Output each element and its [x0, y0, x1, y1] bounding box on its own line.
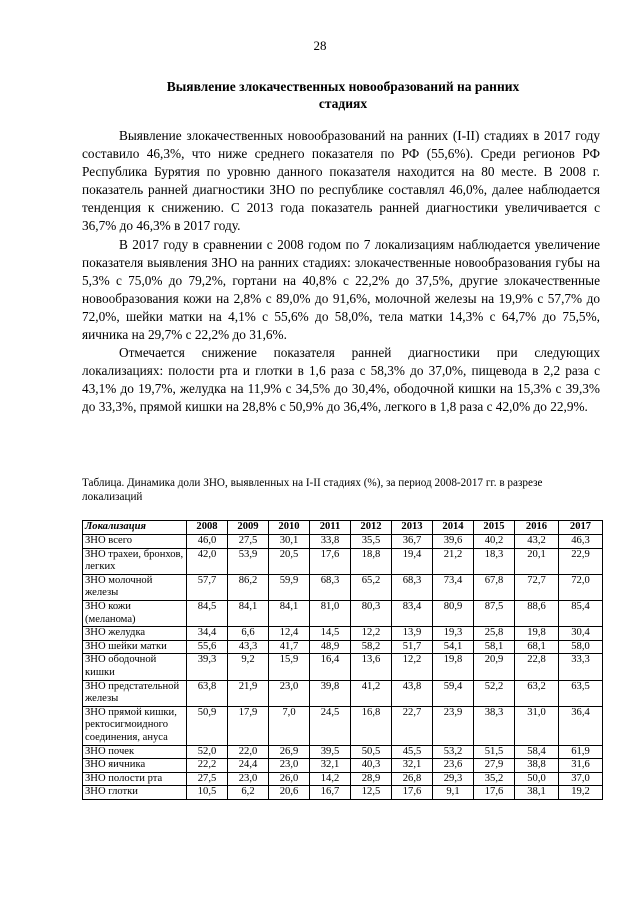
row-location-name: ЗНО трахеи, бронхов, легких [83, 548, 187, 574]
column-header-year: 2009 [228, 521, 269, 535]
table-cell-value: 21,9 [228, 680, 269, 706]
table-cell-value: 41,2 [351, 680, 392, 706]
table-cell-value: 27,5 [187, 772, 228, 786]
table-cell-value: 24,4 [228, 759, 269, 773]
table-cell-value: 15,9 [269, 654, 310, 680]
table-cell-value: 87,5 [474, 600, 515, 626]
table-cell-value: 84,1 [269, 600, 310, 626]
table-cell-value: 39,6 [433, 535, 474, 549]
table-cell-value: 38,1 [515, 786, 559, 800]
table-row [83, 745, 603, 759]
table-cell-value: 43,3 [228, 640, 269, 654]
column-header-year: 2017 [559, 521, 603, 535]
table-cell-value: 50,0 [515, 772, 559, 786]
table-cell-value: 27,5 [228, 535, 269, 549]
table-cell-value: 23,0 [269, 759, 310, 773]
table-cell-value: 30,4 [559, 627, 603, 641]
table-cell-value: 43,8 [392, 680, 433, 706]
table-cell-value: 65,2 [351, 574, 392, 600]
table-cell-value: 46,3 [559, 535, 603, 549]
table-cell-value: 17,6 [392, 786, 433, 800]
table-cell-value: 20,9 [474, 654, 515, 680]
table-cell-value: 12,5 [351, 786, 392, 800]
column-header-location: Локализация [83, 521, 187, 535]
table-cell-value: 54,1 [433, 640, 474, 654]
table-row [83, 600, 603, 626]
table-cell-value: 19,8 [515, 627, 559, 641]
section-heading-line-2: стадиях [318, 96, 368, 111]
table-cell-value: 23,0 [228, 772, 269, 786]
column-header-year: 2012 [351, 521, 392, 535]
table-cell-value: 53,9 [228, 548, 269, 574]
table-cell-value: 31,6 [559, 759, 603, 773]
table-cell-value: 19,2 [559, 786, 603, 800]
table-cell-value: 39,3 [187, 654, 228, 680]
table-cell-value: 45,5 [392, 745, 433, 759]
table-cell-value: 12,2 [392, 654, 433, 680]
row-location-name: ЗНО почек [83, 745, 187, 759]
row-location-name: ЗНО предстательной железы [83, 680, 187, 706]
table-cell-value: 26,9 [269, 745, 310, 759]
table-cell-value: 58,2 [351, 640, 392, 654]
row-location-name: ЗНО кожи (меланома) [83, 600, 187, 626]
table-cell-value: 51,5 [474, 745, 515, 759]
table-cell-value: 28,9 [351, 772, 392, 786]
table-cell-value: 58,4 [515, 745, 559, 759]
row-location-name: ЗНО всего [83, 535, 187, 549]
table-row [83, 654, 603, 680]
table-cell-value: 40,2 [474, 535, 515, 549]
row-location-name: ЗНО ободочной кишки [83, 654, 187, 680]
table-cell-value: 50,5 [351, 745, 392, 759]
row-location-name: ЗНО яичника [83, 759, 187, 773]
table-cell-value: 59,9 [269, 574, 310, 600]
table-cell-value: 20,6 [269, 786, 310, 800]
table-cell-value: 68,1 [515, 640, 559, 654]
table-cell-value: 58,1 [474, 640, 515, 654]
table-cell-value: 13,6 [351, 654, 392, 680]
table-cell-value: 34,4 [187, 627, 228, 641]
table-cell-value: 52,2 [474, 680, 515, 706]
paragraph-2: В 2017 году в сравнении с 2008 годом по 7 локализациям наблюдается увеличение показателя выявления ЗНО на ранних стадиях: злокачественные новообразования губы на 5,3% с 75,0% до 79,2%, гортани на 40,8% с 22,2% до 37,5%, другие злокачественные новообразования кожи на 2,8% с 89,0% до 91,6%, молочной железы на 19,9% с 57,7% до 72,0%, шейки матки на 4,1% с 55,6% до 58,0%, тела матки 14,3% с 64,7% до 75,5%, яичника на 29,7% с 22,2% до 31,6%. [82, 236, 600, 343]
table-caption: Таблица. Динамика доли ЗНО, выявленных на I-II стадиях (%), за период 2008-2017 гг. в разрезе локализаций [82, 477, 543, 503]
table-cell-value: 46,0 [187, 535, 228, 549]
table-cell-value: 59,4 [433, 680, 474, 706]
table-cell-value: 72,0 [559, 574, 603, 600]
table-cell-value: 25,8 [474, 627, 515, 641]
table-cell-value: 73,4 [433, 574, 474, 600]
table-cell-value: 39,8 [310, 680, 351, 706]
table-row [83, 574, 603, 600]
table-header-row [83, 521, 603, 535]
column-header-year: 2015 [474, 521, 515, 535]
column-header-year: 2011 [310, 521, 351, 535]
table-cell-value: 61,9 [559, 745, 603, 759]
table-cell-value: 17,9 [228, 706, 269, 745]
table-cell-value: 32,1 [310, 759, 351, 773]
table-cell-value: 43,2 [515, 535, 559, 549]
table-cell-value: 20,5 [269, 548, 310, 574]
table-cell-value: 37,0 [559, 772, 603, 786]
table-cell-value: 42,0 [187, 548, 228, 574]
table-cell-value: 22,2 [187, 759, 228, 773]
table-cell-value: 12,4 [269, 627, 310, 641]
table-cell-value: 48,9 [310, 640, 351, 654]
table-cell-value: 22,0 [228, 745, 269, 759]
row-location-name: ЗНО шейки матки [83, 640, 187, 654]
table-cell-value: 38,3 [474, 706, 515, 745]
row-location-name: ЗНО глотки [83, 786, 187, 800]
table-row [83, 772, 603, 786]
table-cell-value: 41,7 [269, 640, 310, 654]
table-cell-value: 31,0 [515, 706, 559, 745]
table-cell-value: 22,9 [559, 548, 603, 574]
table-cell-value: 33,8 [310, 535, 351, 549]
table-cell-value: 63,2 [515, 680, 559, 706]
table-cell-value: 80,3 [351, 600, 392, 626]
column-header-year: 2010 [269, 521, 310, 535]
table-cell-value: 85,4 [559, 600, 603, 626]
table-cell-value: 22,8 [515, 654, 559, 680]
table-cell-value: 40,3 [351, 759, 392, 773]
table-cell-value: 88,6 [515, 600, 559, 626]
stage-detection-table [82, 520, 603, 800]
column-header-year: 2008 [187, 521, 228, 535]
table-cell-value: 19,3 [433, 627, 474, 641]
table-cell-value: 29,3 [433, 772, 474, 786]
table-cell-value: 13,9 [392, 627, 433, 641]
row-location-name: ЗНО молочной железы [83, 574, 187, 600]
paragraph-3: Отмечается снижение показателя ранней диагностики при следующих локализациях: полости рта и глотки в 1,6 раза с 58,3% до 37,0%, пищевода в 2,2 раза с 43,1% до 19,7%, желудка на 11,9% с 34,5% до 30,4%, ободочной кишки на 15,3% с 39,3% до 33,3%, прямой кишки на 28,8% с 50,9% до 36,4%, легкого в 1,8 раза с 42,0% до 22,9%. [82, 345, 600, 415]
table-cell-value: 6,2 [228, 786, 269, 800]
table-cell-value: 68,3 [392, 574, 433, 600]
table-row [83, 706, 603, 745]
table-cell-value: 86,2 [228, 574, 269, 600]
table-row [83, 680, 603, 706]
section-heading-line-1: Выявление злокачественных новообразований на ранних [166, 79, 520, 94]
table-row [83, 759, 603, 773]
table-cell-value: 84,1 [228, 600, 269, 626]
table-cell-value: 16,7 [310, 786, 351, 800]
table-cell-value: 33,3 [559, 654, 603, 680]
table-cell-value: 12,2 [351, 627, 392, 641]
table-row [83, 640, 603, 654]
table-cell-value: 67,8 [474, 574, 515, 600]
table-cell-value: 16,4 [310, 654, 351, 680]
table-cell-value: 16,8 [351, 706, 392, 745]
table-cell-value: 14,2 [310, 772, 351, 786]
table-cell-value: 23,0 [269, 680, 310, 706]
table-cell-value: 20,1 [515, 548, 559, 574]
table-cell-value: 17,6 [474, 786, 515, 800]
table-cell-value: 58,0 [559, 640, 603, 654]
table-cell-value: 10,5 [187, 786, 228, 800]
row-location-name: ЗНО желудка [83, 627, 187, 641]
table-row [83, 627, 603, 641]
table-cell-value: 14,5 [310, 627, 351, 641]
table-row [83, 535, 603, 549]
table-cell-value: 9,2 [228, 654, 269, 680]
paragraph-1: Выявление злокачественных новообразований на ранних (I-II) стадиях в 2017 году составило 46,3%, что ниже среднего показателя по РФ (55,6%). Среди регионов РФ Республика Бурятия по уровню данного показателя находится на 80 месте. В 2008 г. показатель ранней диагностики ЗНО по республике составлял 46,0%, далее наблюдается тенденция к снижению. С 2013 года показатель ранней диагностики увеличивается с 36,7% до 46,3% в 2017 году. [82, 128, 600, 234]
table-cell-value: 26,0 [269, 772, 310, 786]
table-cell-value: 35,5 [351, 535, 392, 549]
table-cell-value: 23,9 [433, 706, 474, 745]
table-cell-value: 9,1 [433, 786, 474, 800]
table-cell-value: 55,6 [187, 640, 228, 654]
table-cell-value: 39,5 [310, 745, 351, 759]
body-text [82, 127, 600, 417]
table-cell-value: 22,7 [392, 706, 433, 745]
table-cell-value: 32,1 [392, 759, 433, 773]
table-cell-value: 6,6 [228, 627, 269, 641]
table-cell-value: 38,8 [515, 759, 559, 773]
table-cell-value: 83,4 [392, 600, 433, 626]
table-cell-value: 52,0 [187, 745, 228, 759]
table-cell-value: 72,7 [515, 574, 559, 600]
table-cell-value: 81,0 [310, 600, 351, 626]
table-cell-value: 24,5 [310, 706, 351, 745]
table-cell-value: 7,0 [269, 706, 310, 745]
table-cell-value: 68,3 [310, 574, 351, 600]
table-cell-value: 35,2 [474, 772, 515, 786]
table-cell-value: 30,1 [269, 535, 310, 549]
table-row [83, 786, 603, 800]
page-number: 28 [313, 38, 327, 53]
table-cell-value: 63,8 [187, 680, 228, 706]
table-cell-value: 23,6 [433, 759, 474, 773]
table-cell-value: 50,9 [187, 706, 228, 745]
table-cell-value: 19,4 [392, 548, 433, 574]
column-header-year: 2014 [433, 521, 474, 535]
table-cell-value: 17,6 [310, 548, 351, 574]
table-cell-value: 27,9 [474, 759, 515, 773]
row-location-name: ЗНО прямой кишки, ректосигмоидного соединения, ануса [83, 706, 187, 745]
table-cell-value: 84,5 [187, 600, 228, 626]
table-cell-value: 18,3 [474, 548, 515, 574]
table-cell-value: 36,4 [559, 706, 603, 745]
table-body [83, 535, 603, 800]
table-cell-value: 80,9 [433, 600, 474, 626]
row-location-name: ЗНО полости рта [83, 772, 187, 786]
table-cell-value: 19,8 [433, 654, 474, 680]
table-cell-value: 18,8 [351, 548, 392, 574]
table-row [83, 548, 603, 574]
table-cell-value: 21,2 [433, 548, 474, 574]
table-cell-value: 51,7 [392, 640, 433, 654]
table-cell-value: 53,2 [433, 745, 474, 759]
table-cell-value: 63,5 [559, 680, 603, 706]
section-heading [118, 78, 568, 112]
column-header-year: 2013 [392, 521, 433, 535]
table-cell-value: 57,7 [187, 574, 228, 600]
column-header-year: 2016 [515, 521, 559, 535]
table-cell-value: 26,8 [392, 772, 433, 786]
table-cell-value: 36,7 [392, 535, 433, 549]
